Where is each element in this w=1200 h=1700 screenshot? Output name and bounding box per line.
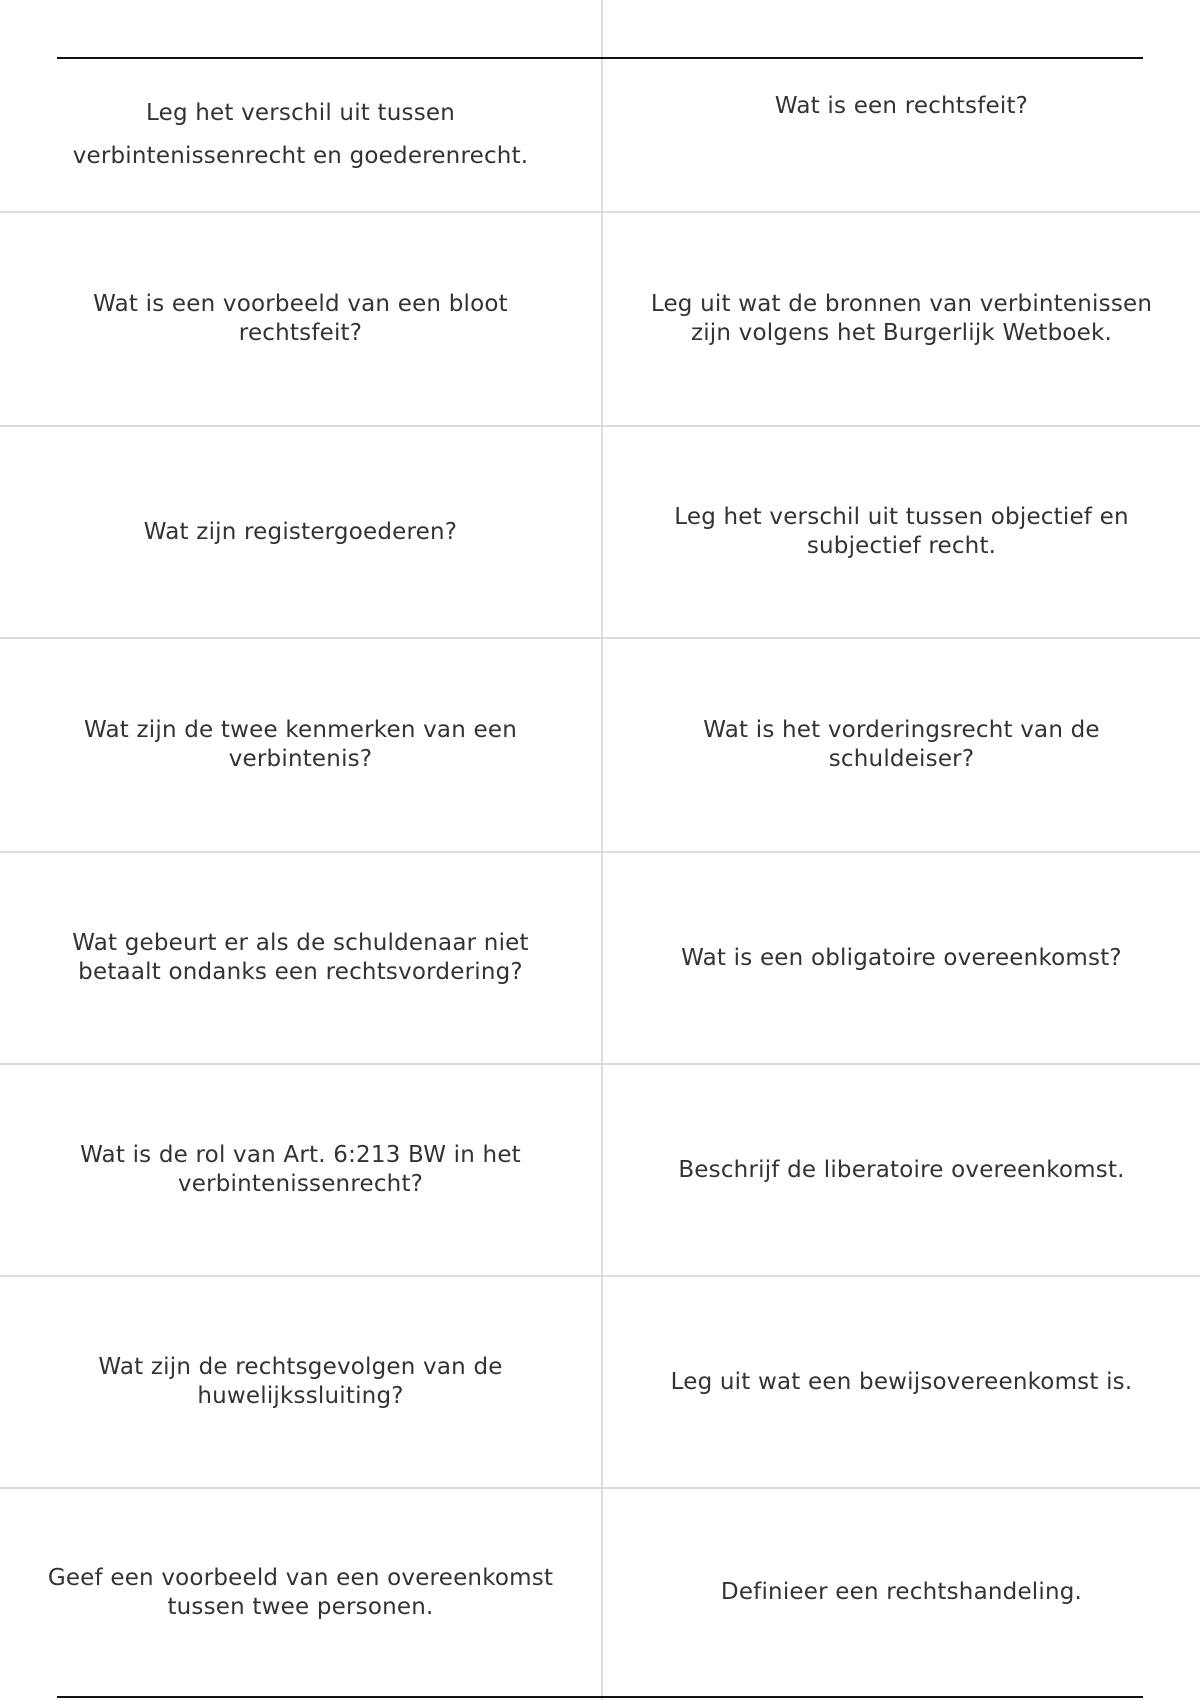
card-question-right bbox=[603, 1489, 1200, 1696]
card-text: Wat zijn de rechtsgevolgen van de huwelijkssluiting? bbox=[98, 1354, 503, 1409]
card-question-left bbox=[0, 853, 601, 1063]
card-question-right bbox=[603, 639, 1200, 851]
card-text: Leg uit wat een bewijsovereenkomst is. bbox=[670, 1368, 1133, 1395]
card-question-left bbox=[0, 59, 601, 211]
card-question-right bbox=[603, 1277, 1200, 1487]
card-text: Wat is een rechtsfeit? bbox=[774, 92, 1029, 119]
card-question-right bbox=[603, 213, 1200, 425]
card-question-left bbox=[0, 213, 601, 425]
card-question-right bbox=[603, 59, 1200, 153]
card-question-right bbox=[603, 853, 1200, 1063]
card-text: Wat is een obligatoire overeenkomst? bbox=[681, 944, 1122, 971]
card-text: Leg het verschil uit tussen verbintenissenrecht en goederenrecht. bbox=[72, 100, 529, 169]
card-text: Wat is de rol van Art. 6:213 BW in het verbintenissenrecht? bbox=[80, 1142, 521, 1197]
card-text: Beschrijf de liberatoire overeenkomst. bbox=[678, 1156, 1125, 1183]
card-question-left bbox=[0, 427, 601, 637]
card-text: Wat gebeurt er als de schuldenaar niet betaalt ondanks een rechtsvordering? bbox=[72, 930, 529, 985]
bottom-rule bbox=[57, 1696, 1143, 1698]
card-question-left bbox=[0, 1489, 601, 1696]
card-text: Wat zijn registergoederen? bbox=[143, 518, 458, 545]
card-question-left bbox=[0, 639, 601, 851]
card-question-left bbox=[0, 1065, 601, 1275]
card-text: Wat zijn de twee kenmerken van een verbintenis? bbox=[84, 717, 517, 772]
card-text: Geef een voorbeeld van een overeenkomst tussen twee personen. bbox=[47, 1564, 554, 1620]
card-text: Leg het verschil uit tussen objectief en subjectief recht. bbox=[674, 504, 1129, 559]
card-text: Wat is het vorderingsrecht van de schuldeiser? bbox=[703, 717, 1100, 772]
card-text: Definieer een rechtshandeling. bbox=[720, 1579, 1083, 1605]
card-text: Leg uit wat de bronnen van verbintenissen zijn volgens het Burgerlijk Wetboek. bbox=[650, 291, 1153, 346]
card-text: Wat is een voorbeeld van een bloot rechtsfeit? bbox=[93, 291, 508, 346]
card-question-left bbox=[0, 1277, 601, 1487]
card-question-right bbox=[603, 427, 1200, 637]
card-question-right bbox=[603, 1065, 1200, 1275]
